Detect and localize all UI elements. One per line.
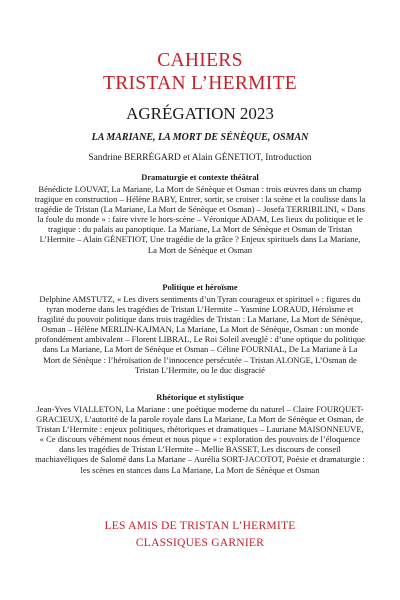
section-body-rhetorique: Jean-Yves VIALLETON, La Mariane : une poétique moderne du naturel – Claire FOURQUET-GRACIEUX, L’autorité de la parole royale dans La Mariane, La Mort de Sénèque et Osman, de Tristan L’Hermite : enjeux politiques, rhétoriques et dramatiques – Lauriane MAISONNEUVE, « Ce discours véhément nous émeut et nous pique » : exploration des pouvoirs de l’éloquence dans les tragédies de Tristan L’Hermite – Mellie BASSET, Les discours de conseil machiavéliques de Salomé dans La Mariane – Aurélia SORT-JACOTOT, Poésie et dramaturgie : les scènes en stances dans La Mariane, La Mort de Sénèque et Osman [35, 404, 365, 475]
series-title-line2: TRISTAN L’HERMITE [102, 73, 297, 94]
section-title-politique: Politique et héroïsme [162, 283, 238, 292]
publisher-association: LES AMIS DE TRISTAN L’HERMITE [104, 519, 296, 532]
section-body-politique: Delphine AMSTUTZ, « Les divers sentiments d’un Tyran courageux et spirituel » : figures du tyran moderne dans les tragédies de Tristan L’Hermite – Yasmine LORAUD, Héroïsme et fragilité du pouvoir politique dans trois tragédies de Tristan : La Mariane, La Mort de Sénèque, Osman – Hélène MERLIN-KAJMAN, La Mariane, La Mort de Sénèque, Osman : un monde profondément ambivalent – Florent LIBRAL, Le Roi Soleil aveuglé : d’une optique du politique dans La Mariane, La Mort de Sénèque et Osman – Céline FOURNIAL, De La Mariane à La Mort de Sénèque : l’héroïsation de l’innocence persécutée – Tristan ALONGE, L’Osman de Tristan L’Hermite, ou le duc disgracié [35, 294, 365, 375]
edition-title: AGRÉGATION 2023 [126, 104, 274, 123]
works-subtitle: LA MARIANE, LA MORT DE SÉNÈQUE, OSMAN [91, 132, 309, 143]
series-title-line1: CAHIERS [157, 50, 243, 71]
section-title-dramaturgie: Dramaturgie et contexte théâtral [141, 173, 259, 182]
publisher-name: CLASSIQUES GARNIER [135, 536, 265, 549]
section-body-dramaturgie: Bénédicte LOUVAT, La Mariane, La Mort de Sénèque et Osman : trois œuvres dans un champ tragique en construction – Hélène BABY, Entrer, sortir, se croiser : la scène et la coulisse dans la tragédie de Tristan (La Mariane, La Mort de Sénèque et Osman) – Josefa TERRIBILINI, « Dans la foule du monde » : faire vivre le hors-scène – Véronique ADAM, Les lieux du politique et le tragique : du palais au panoptique. La Mariane, La Mort de Sénèque et Osman de Tristan L’Hermite – Alain GÉNETIOT, Une tragédie de la grâce ? Enjeux spirituels dans La Mariane, La Mort de Sénèque et Osman [34, 184, 366, 255]
section-title-rhetorique: Rhétorique et stylistique [156, 393, 244, 402]
editors-line: Sandrine BERRÉGARD et Alain GÉNETIOT, Introduction [88, 153, 312, 163]
